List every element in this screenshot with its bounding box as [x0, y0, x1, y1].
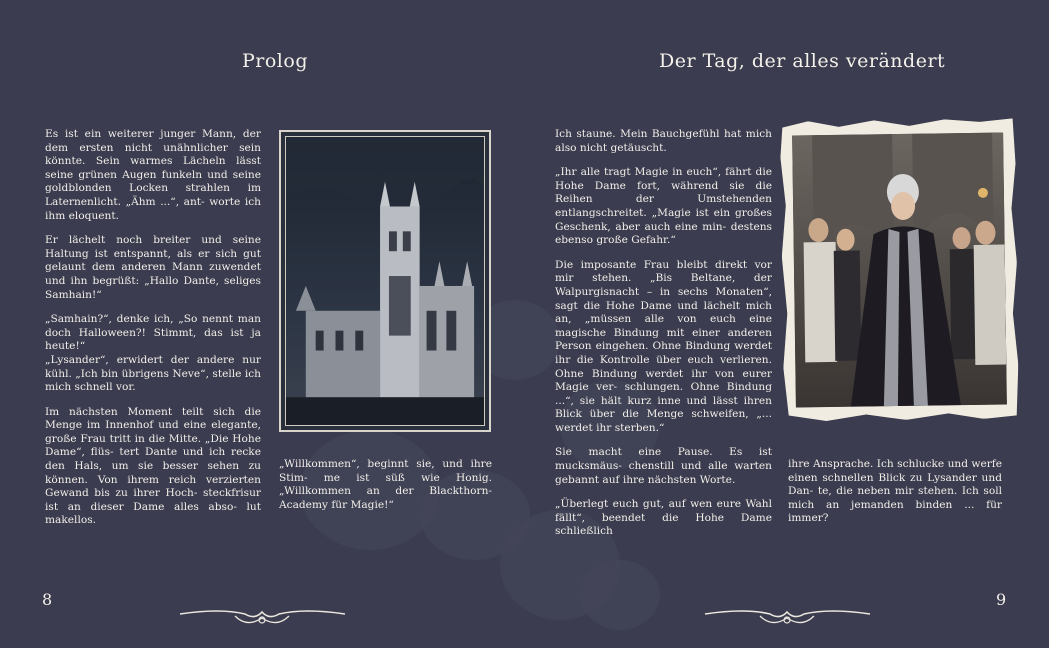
castle-illustration [285, 136, 485, 426]
paragraph: Ich staune. Mein Bauchgefühl hat mich also nicht getäuscht. [555, 128, 772, 154]
headmistress-illustration [792, 133, 1007, 408]
right-page-title: Der Tag, der alles verändert [659, 50, 946, 72]
paragraph: „Samhain?“, denke ich, „So nennt man doch Halloween?! Stimmt, das ist ja heute!“ „Lysander“, erwidert der andere nur kühl. „Ich bin übrigens Neve“, stelle ich mich schnell vor. [45, 313, 261, 394]
paragraph: „Willkommen“, beginnt sie, und ihre Stim- me ist süß wie Honig. „Willkommen an der Blackthorn-Academy für Magie!“ [279, 458, 492, 511]
paragraph: ihre Ansprache. Ich schlucke und werfe einen schnellen Blick zu Lysander und Dan- te, die neben mir stehen. Ich soll mich an jemanden binden ... für immer? [788, 458, 1002, 525]
paragraph: Er lächelt noch breiter und seine Haltung ist entspannt, als er sich gut gelaunt dem anderen Mann zuwendet und ihn begrüßt: „Hallo Dante, seliges Samhain!“ [45, 234, 261, 301]
paragraph: Die imposante Frau bleibt direkt vor mir stehen. „Bis Beltane, der Walpurgisnacht – in sechs Monaten“, sagt die Hohe Dame und lächelt mich an, „müssen alle von euch eine magische Bindung mit einer anderen Person eingehen. Ohne Bindung werdet ihr die Kontrolle über euch verlieren. Ohne Bindung werdet ihr von eurer Magie ver- schlungen. Ohne Bindung ...“, sie hält kurz inne und lässt ihren Blick über die Menge schweifen, „... werdet ihr sterben.“ [555, 258, 772, 434]
right-page-column-1 [555, 128, 772, 550]
flourish-ornament [175, 600, 350, 630]
headmistress-photo [780, 118, 1019, 421]
right-page-number: 9 [996, 590, 1007, 609]
paragraph: Es ist ein weiterer junger Mann, der dem ersten nicht unähnlicher sein könnte. Sein warmes Lächeln lässt seine grünen Augen funkeln und seine goldblonden Locken strahlen im Laternenlicht. „Ähm ...“, ant- worte ich ihm eloquent. [45, 128, 261, 222]
paragraph: Sie macht eine Pause. Es ist mucksmäus- chenstill und alle warten gebannt auf ihre nächsten Worte. [555, 446, 772, 486]
left-page-title: Prolog [242, 50, 308, 72]
flourish-ornament [700, 600, 875, 630]
right-page-column-2 [788, 458, 1002, 537]
left-page-number: 8 [42, 590, 53, 609]
smoke-decoration [580, 560, 660, 630]
castle-illustration-frame [279, 130, 491, 432]
paragraph: Im nächsten Moment teilt sich die Menge im Innenhof und eine elegante, große Frau tritt in die Mitte. „Die Hohe Dame“, flüs- tert Dante und ich recke den Hals, um sie besser sehen zu können. Von ihrem reich verzierten Gewand bis zu ihrer Hoch- steckfrisur ist an dieser Dame alles abso- lut makellos. [45, 405, 261, 527]
left-page-column-1 [45, 128, 261, 539]
paragraph: „Überlegt euch gut, auf wen eure Wahl fällt“, beendet die Hohe Dame schließlich [555, 498, 772, 538]
paragraph: „Ihr alle tragt Magie in euch“, fährt die Hohe Dame fort, während sie die Reihen der Umstehenden entlangschreitet. „Magie ist ein großes Geschenk, aber auch eine min- destens ebenso große Gefahr.“ [555, 166, 772, 247]
left-page-column-2 [279, 458, 492, 523]
